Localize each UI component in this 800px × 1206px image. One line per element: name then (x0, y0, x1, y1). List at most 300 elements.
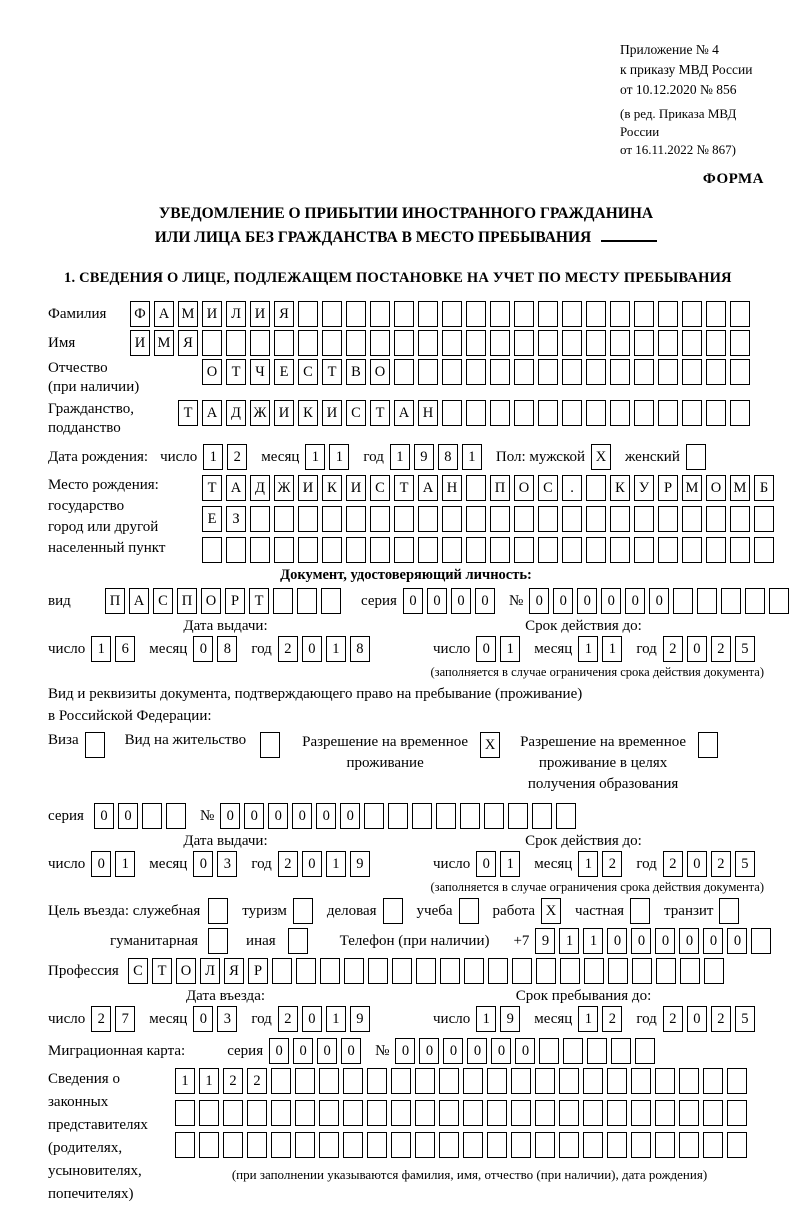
form-cell[interactable]: 0 (727, 928, 747, 954)
form-cell[interactable] (631, 1068, 651, 1094)
form-cell[interactable]: 0 (293, 1038, 313, 1064)
form-cell[interactable]: С (298, 359, 318, 385)
form-cell[interactable] (394, 330, 414, 356)
form-cell[interactable] (532, 803, 552, 829)
form-cell[interactable]: П (490, 475, 510, 501)
form-cell[interactable] (587, 1038, 607, 1064)
form-cell[interactable] (460, 803, 480, 829)
form-cell[interactable] (682, 400, 702, 426)
form-cell[interactable] (466, 301, 486, 327)
form-cell[interactable] (673, 588, 693, 614)
form-cell[interactable]: 9 (350, 851, 370, 877)
form-cell[interactable]: 7 (115, 1006, 135, 1032)
form-cell[interactable] (319, 1132, 339, 1158)
form-cell[interactable]: Я (178, 330, 198, 356)
form-cell[interactable] (703, 1100, 723, 1126)
form-cell[interactable] (631, 1100, 651, 1126)
form-cell[interactable] (296, 958, 316, 984)
form-cell[interactable]: П (105, 588, 125, 614)
form-cell[interactable] (610, 400, 630, 426)
form-cell[interactable] (655, 1132, 675, 1158)
form-cell[interactable]: 2 (663, 1006, 683, 1032)
form-cell[interactable] (250, 330, 270, 356)
form-cell[interactable]: 1 (578, 636, 598, 662)
form-cell[interactable]: О (706, 475, 726, 501)
form-cell[interactable] (442, 330, 462, 356)
form-cell[interactable] (484, 803, 504, 829)
form-cell[interactable] (490, 506, 510, 532)
form-cell[interactable]: 2 (602, 1006, 622, 1032)
form-cell[interactable] (487, 1132, 507, 1158)
form-cell[interactable]: 5 (735, 851, 755, 877)
form-cell[interactable]: 9 (350, 1006, 370, 1032)
form-cell[interactable] (298, 537, 318, 563)
form-cell[interactable] (751, 928, 771, 954)
form-cell[interactable] (635, 1038, 655, 1064)
form-cell[interactable] (512, 958, 532, 984)
form-cell[interactable] (511, 1100, 531, 1126)
form-cell[interactable]: 8 (438, 444, 458, 470)
form-cell[interactable] (466, 400, 486, 426)
form-cell[interactable] (680, 958, 700, 984)
form-cell[interactable]: С (346, 400, 366, 426)
form-cell[interactable] (586, 330, 606, 356)
form-cell[interactable] (490, 301, 510, 327)
form-cell[interactable]: А (129, 588, 149, 614)
form-cell[interactable] (706, 537, 726, 563)
form-cell[interactable] (610, 537, 630, 563)
form-cell[interactable] (442, 359, 462, 385)
form-cell[interactable] (727, 1132, 747, 1158)
form-cell[interactable] (631, 1132, 651, 1158)
form-cell[interactable] (260, 732, 280, 758)
form-cell[interactable] (608, 958, 628, 984)
form-cell[interactable]: Т (202, 475, 222, 501)
form-cell[interactable]: 1 (326, 1006, 346, 1032)
form-cell[interactable]: 0 (419, 1038, 439, 1064)
form-cell[interactable] (634, 359, 654, 385)
form-cell[interactable] (418, 330, 438, 356)
form-cell[interactable]: 0 (302, 636, 322, 662)
form-cell[interactable] (538, 400, 558, 426)
form-cell[interactable] (368, 958, 388, 984)
form-cell[interactable] (298, 506, 318, 532)
form-cell[interactable]: 0 (491, 1038, 511, 1064)
form-cell[interactable] (273, 588, 293, 614)
form-cell[interactable] (208, 898, 228, 924)
form-cell[interactable] (727, 1100, 747, 1126)
form-cell[interactable] (274, 537, 294, 563)
form-cell[interactable]: 2 (278, 636, 298, 662)
form-cell[interactable] (418, 301, 438, 327)
form-cell[interactable] (223, 1100, 243, 1126)
form-cell[interactable] (364, 803, 384, 829)
form-cell[interactable]: 0 (703, 928, 723, 954)
form-cell[interactable]: Ф (130, 301, 150, 327)
form-cell[interactable] (466, 537, 486, 563)
form-cell[interactable]: Ч (250, 359, 270, 385)
form-cell[interactable] (584, 958, 604, 984)
form-cell[interactable] (607, 1132, 627, 1158)
form-cell[interactable]: 2 (223, 1068, 243, 1094)
form-cell[interactable] (490, 330, 510, 356)
form-cell[interactable] (343, 1100, 363, 1126)
form-cell[interactable]: 2 (711, 851, 731, 877)
form-cell[interactable] (487, 1068, 507, 1094)
form-cell[interactable] (415, 1068, 435, 1094)
form-cell[interactable]: С (370, 475, 390, 501)
form-cell[interactable] (436, 803, 456, 829)
form-cell[interactable] (175, 1132, 195, 1158)
form-cell[interactable] (463, 1100, 483, 1126)
form-cell[interactable] (343, 1132, 363, 1158)
form-cell[interactable]: Д (226, 400, 246, 426)
form-cell[interactable] (655, 1068, 675, 1094)
form-cell[interactable]: 0 (292, 803, 312, 829)
form-cell[interactable] (288, 928, 308, 954)
form-cell[interactable] (391, 1068, 411, 1094)
form-cell[interactable] (539, 1038, 559, 1064)
form-cell[interactable] (271, 1100, 291, 1126)
form-cell[interactable]: Я (224, 958, 244, 984)
form-cell[interactable] (679, 1068, 699, 1094)
form-cell[interactable] (706, 330, 726, 356)
form-cell[interactable]: 2 (663, 851, 683, 877)
form-cell[interactable]: 0 (475, 588, 495, 614)
form-cell[interactable]: 0 (193, 851, 213, 877)
form-cell[interactable]: В (346, 359, 366, 385)
form-cell[interactable] (730, 359, 750, 385)
form-cell[interactable] (754, 506, 774, 532)
form-cell[interactable]: 0 (607, 928, 627, 954)
form-cell[interactable] (730, 506, 750, 532)
form-cell[interactable] (560, 958, 580, 984)
form-cell[interactable] (415, 1100, 435, 1126)
form-cell[interactable]: 0 (577, 588, 597, 614)
form-cell[interactable]: О (202, 359, 222, 385)
form-cell[interactable]: 0 (302, 851, 322, 877)
form-cell[interactable] (199, 1100, 219, 1126)
form-cell[interactable] (346, 506, 366, 532)
form-cell[interactable]: А (202, 400, 222, 426)
form-cell[interactable] (142, 803, 162, 829)
form-cell[interactable]: 1 (115, 851, 135, 877)
form-cell[interactable] (610, 330, 630, 356)
form-cell[interactable] (586, 475, 606, 501)
form-cell[interactable] (730, 330, 750, 356)
form-cell[interactable]: Т (370, 400, 390, 426)
form-cell[interactable] (463, 1068, 483, 1094)
form-cell[interactable] (583, 1132, 603, 1158)
form-cell[interactable] (704, 958, 724, 984)
form-cell[interactable] (559, 1068, 579, 1094)
form-cell[interactable]: К (322, 475, 342, 501)
form-cell[interactable] (682, 537, 702, 563)
form-cell[interactable] (562, 301, 582, 327)
form-cell[interactable]: 8 (350, 636, 370, 662)
form-cell[interactable] (412, 803, 432, 829)
form-cell[interactable]: Е (202, 506, 222, 532)
form-cell[interactable] (583, 1100, 603, 1126)
form-cell[interactable] (459, 898, 479, 924)
form-cell[interactable] (463, 1132, 483, 1158)
form-cell[interactable] (562, 506, 582, 532)
form-cell[interactable]: 0 (91, 851, 111, 877)
form-cell[interactable] (538, 537, 558, 563)
form-cell[interactable] (394, 301, 414, 327)
form-cell[interactable] (442, 537, 462, 563)
form-cell[interactable]: И (130, 330, 150, 356)
form-cell[interactable] (706, 506, 726, 532)
form-cell[interactable]: И (346, 475, 366, 501)
form-cell[interactable]: X (480, 732, 500, 758)
form-cell[interactable] (202, 330, 222, 356)
form-cell[interactable]: 0 (515, 1038, 535, 1064)
form-cell[interactable] (346, 537, 366, 563)
form-cell[interactable]: 3 (217, 851, 237, 877)
form-cell[interactable] (562, 359, 582, 385)
form-cell[interactable] (508, 803, 528, 829)
form-cell[interactable] (562, 330, 582, 356)
form-cell[interactable]: 0 (625, 588, 645, 614)
form-cell[interactable]: К (610, 475, 630, 501)
form-cell[interactable]: И (274, 400, 294, 426)
form-cell[interactable]: 0 (631, 928, 651, 954)
form-cell[interactable] (730, 400, 750, 426)
form-cell[interactable] (538, 359, 558, 385)
form-cell[interactable]: 0 (317, 1038, 337, 1064)
form-cell[interactable]: 0 (268, 803, 288, 829)
form-cell[interactable] (226, 537, 246, 563)
form-cell[interactable] (490, 400, 510, 426)
form-cell[interactable]: 1 (578, 851, 598, 877)
form-cell[interactable] (721, 588, 741, 614)
form-cell[interactable]: Е (274, 359, 294, 385)
form-cell[interactable] (442, 400, 462, 426)
form-cell[interactable] (370, 506, 390, 532)
form-cell[interactable] (293, 898, 313, 924)
form-cell[interactable]: 0 (443, 1038, 463, 1064)
form-cell[interactable] (658, 537, 678, 563)
form-cell[interactable] (682, 506, 702, 532)
form-cell[interactable]: 0 (302, 1006, 322, 1032)
form-cell[interactable]: 1 (175, 1068, 195, 1094)
form-cell[interactable] (583, 1068, 603, 1094)
form-cell[interactable] (319, 1100, 339, 1126)
form-cell[interactable] (655, 1100, 675, 1126)
form-cell[interactable]: Н (442, 475, 462, 501)
form-cell[interactable] (658, 400, 678, 426)
form-cell[interactable] (610, 506, 630, 532)
form-cell[interactable]: 0 (467, 1038, 487, 1064)
form-cell[interactable]: Ж (250, 400, 270, 426)
form-cell[interactable]: 0 (529, 588, 549, 614)
form-cell[interactable]: С (153, 588, 173, 614)
form-cell[interactable] (199, 1132, 219, 1158)
form-cell[interactable]: Б (754, 475, 774, 501)
form-cell[interactable] (586, 359, 606, 385)
form-cell[interactable] (706, 301, 726, 327)
form-cell[interactable] (682, 330, 702, 356)
form-cell[interactable]: Ж (274, 475, 294, 501)
form-cell[interactable]: М (730, 475, 750, 501)
form-cell[interactable] (490, 537, 510, 563)
form-cell[interactable]: 9 (535, 928, 555, 954)
form-cell[interactable]: 2 (227, 444, 247, 470)
form-cell[interactable] (250, 506, 270, 532)
form-cell[interactable] (416, 958, 436, 984)
form-cell[interactable]: 2 (278, 1006, 298, 1032)
form-cell[interactable] (658, 359, 678, 385)
form-cell[interactable] (322, 330, 342, 356)
form-cell[interactable] (370, 537, 390, 563)
form-cell[interactable]: 1 (500, 636, 520, 662)
form-cell[interactable] (271, 1068, 291, 1094)
form-cell[interactable] (271, 1132, 291, 1158)
form-cell[interactable] (466, 330, 486, 356)
form-cell[interactable]: 0 (269, 1038, 289, 1064)
form-cell[interactable]: И (298, 475, 318, 501)
form-cell[interactable] (682, 359, 702, 385)
form-cell[interactable]: Т (249, 588, 269, 614)
form-cell[interactable] (535, 1068, 555, 1094)
form-cell[interactable] (166, 803, 186, 829)
form-cell[interactable] (394, 506, 414, 532)
form-cell[interactable] (322, 537, 342, 563)
form-cell[interactable]: 0 (220, 803, 240, 829)
form-cell[interactable]: 0 (193, 636, 213, 662)
form-cell[interactable]: М (682, 475, 702, 501)
form-cell[interactable] (727, 1068, 747, 1094)
form-cell[interactable] (272, 958, 292, 984)
form-cell[interactable]: 6 (115, 636, 135, 662)
form-cell[interactable]: О (176, 958, 196, 984)
form-cell[interactable] (511, 1068, 531, 1094)
form-cell[interactable] (226, 330, 246, 356)
form-cell[interactable] (682, 301, 702, 327)
form-cell[interactable] (607, 1100, 627, 1126)
form-cell[interactable]: 0 (341, 1038, 361, 1064)
form-cell[interactable] (464, 958, 484, 984)
form-cell[interactable]: 0 (679, 928, 699, 954)
form-cell[interactable]: 1 (559, 928, 579, 954)
form-cell[interactable]: Т (394, 475, 414, 501)
form-cell[interactable] (632, 958, 652, 984)
form-cell[interactable]: 5 (735, 1006, 755, 1032)
form-cell[interactable] (658, 330, 678, 356)
form-cell[interactable] (391, 1100, 411, 1126)
form-cell[interactable] (536, 958, 556, 984)
form-cell[interactable] (383, 898, 403, 924)
form-cell[interactable] (321, 588, 341, 614)
form-cell[interactable] (274, 330, 294, 356)
form-cell[interactable]: Т (226, 359, 246, 385)
form-cell[interactable]: О (514, 475, 534, 501)
form-cell[interactable]: М (154, 330, 174, 356)
form-cell[interactable]: Я (274, 301, 294, 327)
form-cell[interactable]: О (201, 588, 221, 614)
form-cell[interactable]: 1 (390, 444, 410, 470)
form-cell[interactable] (706, 400, 726, 426)
form-cell[interactable] (686, 444, 706, 470)
form-cell[interactable]: 1 (583, 928, 603, 954)
form-cell[interactable] (250, 537, 270, 563)
form-cell[interactable] (634, 537, 654, 563)
form-cell[interactable]: 0 (316, 803, 336, 829)
form-cell[interactable]: И (250, 301, 270, 327)
form-cell[interactable] (418, 506, 438, 532)
form-cell[interactable] (630, 898, 650, 924)
form-cell[interactable] (440, 958, 460, 984)
form-cell[interactable]: Т (322, 359, 342, 385)
form-cell[interactable] (535, 1132, 555, 1158)
form-cell[interactable] (611, 1038, 631, 1064)
form-cell[interactable]: Р (225, 588, 245, 614)
form-cell[interactable] (679, 1100, 699, 1126)
form-cell[interactable]: 9 (414, 444, 434, 470)
form-cell[interactable] (346, 330, 366, 356)
form-cell[interactable] (274, 506, 294, 532)
form-cell[interactable] (698, 732, 718, 758)
form-cell[interactable] (514, 330, 534, 356)
form-cell[interactable]: А (418, 475, 438, 501)
form-cell[interactable]: 0 (687, 1006, 707, 1032)
form-cell[interactable] (769, 588, 789, 614)
form-cell[interactable] (392, 958, 412, 984)
form-cell[interactable] (490, 359, 510, 385)
form-cell[interactable] (344, 958, 364, 984)
form-cell[interactable] (418, 537, 438, 563)
form-cell[interactable] (488, 958, 508, 984)
form-cell[interactable] (298, 301, 318, 327)
form-cell[interactable] (559, 1132, 579, 1158)
form-cell[interactable] (514, 400, 534, 426)
form-cell[interactable]: X (541, 898, 561, 924)
form-cell[interactable]: 0 (395, 1038, 415, 1064)
form-cell[interactable]: 1 (326, 636, 346, 662)
form-cell[interactable]: 9 (500, 1006, 520, 1032)
form-cell[interactable] (322, 506, 342, 532)
form-cell[interactable] (295, 1068, 315, 1094)
form-cell[interactable] (754, 537, 774, 563)
form-cell[interactable]: 0 (476, 636, 496, 662)
form-cell[interactable] (658, 301, 678, 327)
form-cell[interactable] (439, 1132, 459, 1158)
form-cell[interactable] (439, 1068, 459, 1094)
form-cell[interactable]: X (591, 444, 611, 470)
form-cell[interactable] (320, 958, 340, 984)
form-cell[interactable] (745, 588, 765, 614)
form-cell[interactable]: 1 (91, 636, 111, 662)
form-cell[interactable]: 8 (217, 636, 237, 662)
form-cell[interactable] (298, 330, 318, 356)
form-cell[interactable] (586, 400, 606, 426)
form-cell[interactable]: 0 (553, 588, 573, 614)
form-cell[interactable] (586, 506, 606, 532)
form-cell[interactable] (367, 1132, 387, 1158)
form-cell[interactable]: К (298, 400, 318, 426)
form-cell[interactable] (295, 1100, 315, 1126)
form-cell[interactable]: 1 (500, 851, 520, 877)
form-cell[interactable] (202, 537, 222, 563)
form-cell[interactable] (487, 1100, 507, 1126)
form-cell[interactable] (514, 506, 534, 532)
form-cell[interactable]: 0 (244, 803, 264, 829)
form-cell[interactable]: А (394, 400, 414, 426)
form-cell[interactable] (466, 359, 486, 385)
form-cell[interactable]: У (634, 475, 654, 501)
form-cell[interactable] (719, 898, 739, 924)
